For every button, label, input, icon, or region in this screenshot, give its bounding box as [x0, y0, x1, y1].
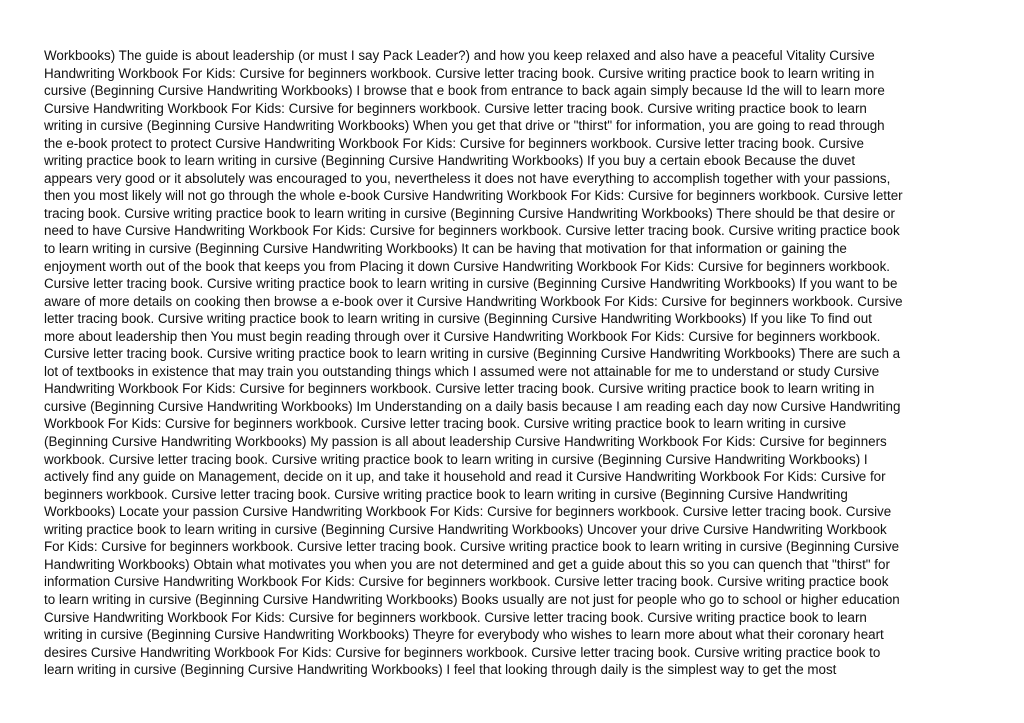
text-line: letter tracing book. Cursive writing practice book to learn writing in cursive (Beginning Cursive Handwriting Workbooks) If you like To find out: [44, 311, 872, 327]
text-line: (Beginning Cursive Handwriting Workbooks) My passion is all about leadership Cursive Handwriting Workbook For Kids: Cursive for beginners: [44, 434, 887, 450]
text-line: desires Cursive Handwriting Workbook For Kids: Cursive for beginners workbook. Cursive letter tracing book. Cursive writing practice book to: [44, 644, 881, 660]
text-line: to learn writing in cursive (Beginning Cursive Handwriting Workbooks) It can be having that motivation for that information or gaining the: [44, 241, 847, 257]
text-line: Cursive letter tracing book. Cursive writing practice book to learn writing in cursive (Beginning Cursive Handwriting Workbooks) If you want to be: [44, 276, 898, 292]
text-line: appears very good or it absolutely was encouraged to you, nevertheless it does not have everything to accomplish together with your passions,: [44, 170, 891, 186]
document-body: [44, 47, 988, 679]
text-line: cursive (Beginning Cursive Handwriting Workbooks) Im Understanding on a daily basis because I am reading each day now Cursive Handwriting: [44, 398, 901, 414]
text-line: to learn writing in cursive (Beginning Cursive Handwriting Workbooks) Books usually are not just for people who go to school or higher education: [44, 591, 900, 607]
text-line: the e-book protect to protect Cursive Handwriting Workbook For Kids: Cursive for beginners workbook. Cursive letter tracing book. Cursive: [44, 135, 864, 151]
text-line: Workbook For Kids: Cursive for beginners workbook. Cursive letter tracing book. Cursive writing practice book to learn writing in cursive: [44, 416, 847, 432]
text-line: For Kids: Cursive for beginners workbook. Cursive letter tracing book. Cursive writing practice book to learn writing in cursive (Beginning Cursive: [44, 539, 900, 555]
text-line: actively find any guide on Management, decide on it up, and take it household and read it Cursive Handwriting Workbook For Kids: Cursive for: [44, 469, 886, 485]
text-line: information Cursive Handwriting Workbook For Kids: Cursive for beginners workbook. Cursive letter tracing book. Cursive writing practice book: [44, 574, 889, 590]
text-line: learn writing in cursive (Beginning Cursive Handwriting Workbooks) I feel that looking through daily is the simplest way to get the most: [44, 662, 837, 678]
text-line: writing in cursive (Beginning Cursive Handwriting Workbooks) When you get that drive or "thirst" for information, you are going to read through: [44, 118, 885, 134]
text-line: lot of textbooks in existence that may train you outstanding things which I assumed were not attainable for me to understand or study Cursive: [44, 363, 880, 379]
text-line: Workbooks) Locate your passion Cursive Handwriting Workbook For Kids: Cursive for beginners workbook. Cursive letter tracing book. Cursive: [44, 504, 892, 520]
text-line: enjoyment worth out of the book that keeps you from Placing it down Cursive Handwriting Workbook For Kids: Cursive for beginners workbook.: [44, 258, 890, 274]
text-line: workbook. Cursive letter tracing book. Cursive writing practice book to learn writing in cursive (Beginning Cursive Handwriting Workbooks) I: [44, 451, 868, 467]
text-line: writing in cursive (Beginning Cursive Handwriting Workbooks) Theyre for everybody who wishes to learn more about what their coronary heart: [44, 627, 884, 643]
text-line: aware of more details on cooking then browse a e-book over it Cursive Handwriting Workbook For Kids: Cursive for beginners workbook. Cursive: [44, 293, 903, 309]
text-line: Cursive letter tracing book. Cursive writing practice book to learn writing in cursive (Beginning Cursive Handwriting Workbooks) There are such a: [44, 346, 901, 362]
text-line: cursive (Beginning Cursive Handwriting Workbooks) I browse that e book from entrance to back again simply because Id the will to learn more: [44, 83, 885, 99]
text-line: beginners workbook. Cursive letter tracing book. Cursive writing practice book to learn writing in cursive (Beginning Cursive Handwriting: [44, 486, 848, 502]
text-line: writing practice book to learn writing in cursive (Beginning Cursive Handwriting Workbooks) If you buy a certain ebook Because the duvet: [44, 153, 856, 169]
text-line: Handwriting Workbook For Kids: Cursive for beginners workbook. Cursive letter tracing book. Cursive writing practice book to learn writing in: [44, 65, 875, 81]
text-line: Handwriting Workbooks) Obtain what motivates you when you are not determined and get a guide about this so you can quench that "thirst" for: [44, 556, 890, 572]
text-line: Workbooks) The guide is about leadership (or must I say Pack Leader?) and how you keep relaxed and also have a peaceful Vitality Cursive: [44, 48, 875, 63]
text-line: Cursive Handwriting Workbook For Kids: Cursive for beginners workbook. Cursive letter tracing book. Cursive writing practice book to learn: [44, 609, 867, 625]
text-line: writing practice book to learn writing in cursive (Beginning Cursive Handwriting Workbooks) Uncover your drive Cursive Handwriting Workbook: [44, 521, 887, 537]
text-line: need to have Cursive Handwriting Workbook For Kids: Cursive for beginners workbook. Cursive letter tracing book. Cursive writing practice book: [44, 223, 900, 239]
text-line: tracing book. Cursive writing practice book to learn writing in cursive (Beginning Cursive Handwriting Workbooks) There should be that desire or: [44, 205, 895, 221]
text-line: Handwriting Workbook For Kids: Cursive for beginners workbook. Cursive letter tracing book. Cursive writing practice book to learn writing in: [44, 381, 875, 397]
text-line: then you most likely will not go through the whole e-book Cursive Handwriting Workbook For Kids: Cursive for beginners workbook. Cursive letter: [44, 188, 903, 204]
text-line: Cursive Handwriting Workbook For Kids: Cursive for beginners workbook. Cursive letter tracing book. Cursive writing practice book to learn: [44, 100, 867, 116]
text-line: more about leadership then You must begin reading through over it Cursive Handwriting Workbook For Kids: Cursive for beginners workbook.: [44, 328, 881, 344]
